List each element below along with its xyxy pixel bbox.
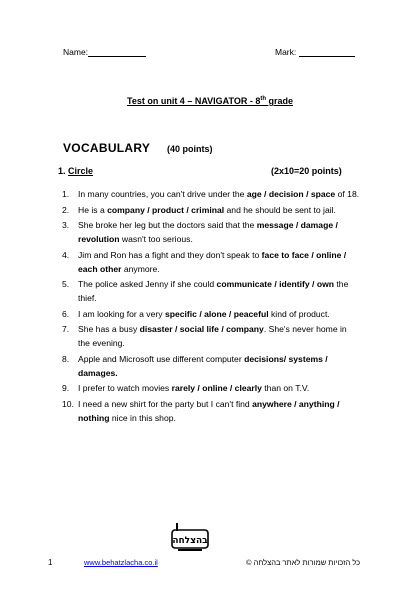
site-link[interactable]: www.behatzlacha.co.il <box>84 558 158 567</box>
answer-options[interactable]: specific / alone / peaceful <box>164 308 269 319</box>
question-text: than on T.V. <box>261 383 310 393</box>
title-main: Test on unit 4 – NAVIGATOR - 8 <box>126 96 261 106</box>
answer-options[interactable]: company / product / criminal <box>107 204 225 215</box>
answer-options[interactable]: disaster / social life / company <box>139 324 264 334</box>
question-number: 1. <box>62 189 70 199</box>
answer-options[interactable]: decisions/ systems / damages. <box>78 353 328 378</box>
question-text: Jim and Ron has a fight and they don't speak to <box>78 249 262 260</box>
question-text: . She's never home in the evening. <box>78 324 347 348</box>
answer-options[interactable]: anywhere / anything / nothing <box>78 398 340 423</box>
part-number: 1. <box>58 166 66 176</box>
mark-field <box>275 47 355 57</box>
question-number: 9. <box>62 383 70 393</box>
question-text: of 18. <box>335 189 360 199</box>
part-title: Circle <box>68 166 94 176</box>
question-text: nice in this shop. <box>109 412 176 423</box>
question-text: and he should be sent to jail. <box>224 204 336 215</box>
question-number: 8. <box>62 353 70 364</box>
name-label: Name: <box>63 47 89 57</box>
question-item <box>60 248 360 276</box>
answer-options[interactable]: message / damage / revolution <box>78 220 338 244</box>
question-list <box>60 187 360 426</box>
question-text: wasn't too serious. <box>119 234 193 244</box>
answer-options[interactable]: communicate / identify / own <box>216 279 335 289</box>
section-points: (40 points) <box>167 144 213 154</box>
question-text: She broke her leg but the doctors said that the <box>78 220 257 230</box>
behatzlacha-logo <box>170 522 210 554</box>
question-text: He is a <box>78 204 108 215</box>
question-number: 3. <box>62 220 70 230</box>
title-sup: th <box>260 96 266 102</box>
question-text: Apple and Microsoft use different computer <box>78 353 245 364</box>
question-item <box>60 307 360 321</box>
question-text: the thief. <box>78 279 349 303</box>
question-text: kind of product. <box>268 308 330 319</box>
question-item <box>60 187 360 201</box>
part-heading <box>58 166 93 176</box>
question-item <box>60 277 360 305</box>
question-text: The police asked Jenny if she could <box>78 279 217 289</box>
answer-options[interactable]: rarely / online / clearly <box>171 383 262 393</box>
question-number: 7. <box>62 324 70 334</box>
section-heading: VOCABULARY <box>63 141 151 155</box>
answer-options[interactable]: age / decision / space <box>246 189 336 199</box>
copyright-notice: כל הזכויות שמורות לאתר בהצלחה © <box>246 558 361 567</box>
mark-blank[interactable] <box>299 47 355 57</box>
logo-icon <box>170 522 210 554</box>
question-text: I am looking for a very <box>78 308 165 319</box>
question-item <box>60 381 360 395</box>
name-field <box>63 47 146 57</box>
question-item <box>60 352 360 380</box>
question-item <box>60 322 360 350</box>
question-text: I prefer to watch movies <box>78 383 172 393</box>
question-item <box>60 203 360 217</box>
question-text: She has a busy <box>78 324 140 334</box>
part-score: (2x10=20 points) <box>271 166 342 176</box>
question-number: 10. <box>62 398 74 409</box>
question-number: 5. <box>62 279 70 289</box>
question-number: 6. <box>62 308 70 319</box>
answer-options[interactable]: face to face / online / each other <box>78 249 347 274</box>
question-number: 4. <box>62 249 70 260</box>
title-tail: grade <box>266 96 294 106</box>
question-item <box>60 397 360 425</box>
question-item <box>60 218 360 246</box>
logo-text: בהצלחה <box>172 536 208 546</box>
mark-label: Mark: <box>275 47 297 57</box>
test-title <box>0 96 420 106</box>
question-text: anymore. <box>121 263 160 274</box>
page-number: 1 <box>48 558 53 567</box>
question-number: 2. <box>62 204 70 215</box>
question-text: In many countries, you can't drive under the <box>78 189 247 199</box>
name-blank[interactable] <box>88 47 146 57</box>
question-text: I need a new shirt for the party but I can't find <box>78 398 253 409</box>
